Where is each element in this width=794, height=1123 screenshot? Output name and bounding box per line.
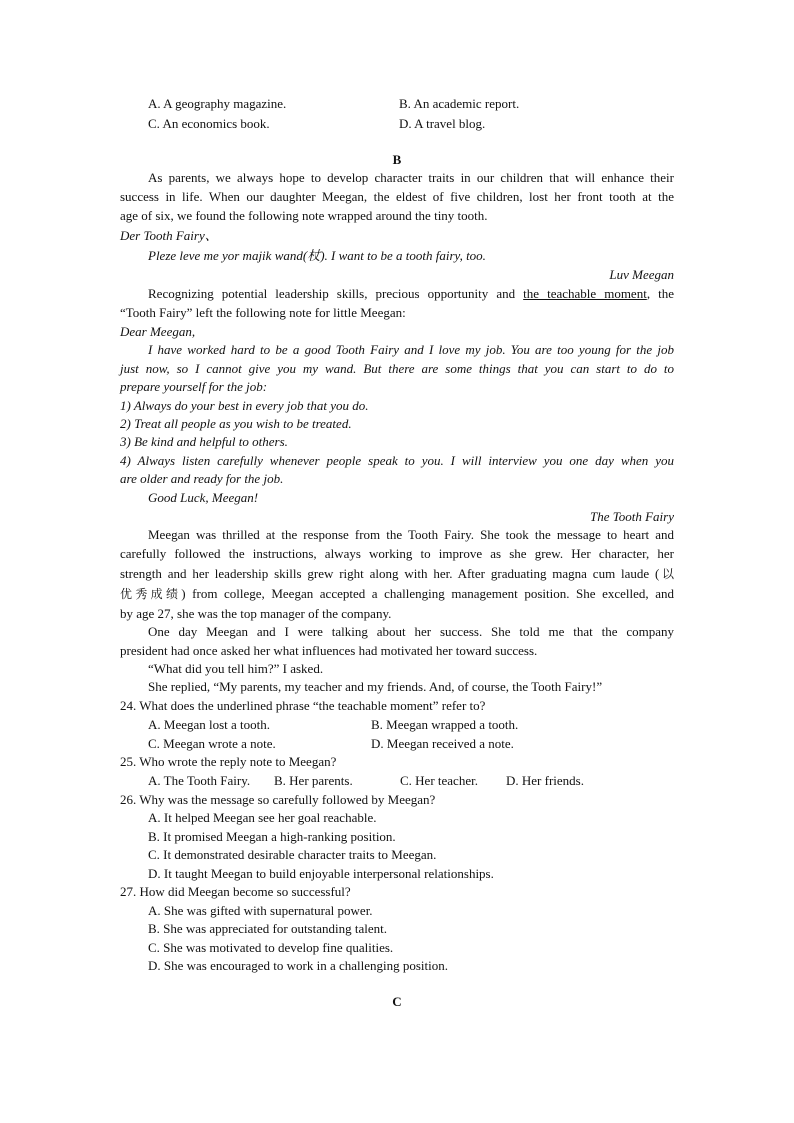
p1-line1: As parents, we always hope to develop character traits in our children that will enhance their bbox=[148, 170, 674, 185]
q27-option-d[interactable]: D. She was encouraged to work in a challenging position. bbox=[148, 958, 449, 973]
p3-line4-text: ) from college, Meegan accepted a challenging management position. She excelled, and bbox=[181, 586, 674, 601]
note2-line1: I have worked hard to be a good Tooth Fairy and I love my job. You are too young for the job bbox=[148, 342, 674, 357]
p3-line3-text: strength and her leadership skills grew right along with her. After graduating magna cum laude ( bbox=[120, 566, 660, 581]
q25-option-a[interactable]: A. The Tooth Fairy. bbox=[148, 773, 251, 788]
note2-signature: The Tooth Fairy bbox=[589, 509, 674, 524]
note2-line2: just now, so I cannot give you my wand. But there are some things that you can start to do to bbox=[120, 361, 674, 376]
p3-line1: Meegan was thrilled at the response from the Tooth Fairy. She took the message to heart and bbox=[148, 527, 674, 542]
p3-line2: carefully followed the instructions, always working to improve as she grew. Her character, her bbox=[120, 546, 674, 561]
q26-option-d[interactable]: D. It taught Meegan to build enjoyable interpersonal relationships. bbox=[148, 866, 494, 881]
note2-item1: 1) Always do your best in every job that you do. bbox=[120, 398, 369, 413]
q26-stem: 26. Why was the message so carefully followed by Meegan? bbox=[120, 792, 436, 807]
p3-line5: by age 27, she was the top manager of the company. bbox=[120, 606, 392, 621]
q27-option-c[interactable]: C. She was motivated to develop fine qualities. bbox=[148, 940, 394, 955]
p4-line2: president had once asked her what influences had motivated her toward success. bbox=[120, 643, 538, 658]
q24-option-d[interactable]: D. Meegan received a note. bbox=[371, 736, 514, 751]
section-c-heading: C bbox=[392, 994, 402, 1009]
p1-line2: success in life. When our daughter Meegan, the eldest of five children, lost her front tooth at the bbox=[120, 189, 674, 204]
p2-line1-post: , the bbox=[646, 286, 675, 301]
p1-line3: age of six, we found the following note wrapped around the tiny tooth. bbox=[120, 208, 488, 223]
q25-stem: 25. Who wrote the reply note to Meegan? bbox=[120, 754, 337, 769]
prev-option-d: D. A travel blog. bbox=[399, 116, 486, 131]
p5: “What did you tell him?” I asked. bbox=[148, 661, 324, 676]
note2-item2: 2) Treat all people as you wish to be treated. bbox=[120, 416, 352, 431]
p2-line1 bbox=[148, 286, 674, 302]
p3-line4-cn: 优秀成绩 bbox=[120, 587, 182, 601]
p3-line3-cn: 以 bbox=[659, 567, 674, 581]
q27-option-a[interactable]: A. She was gifted with supernatural power. bbox=[148, 903, 373, 918]
note1-signature: Luv Meegan bbox=[609, 267, 674, 282]
teachable-moment-underlined: the teachable moment bbox=[523, 286, 647, 301]
note2-line3: prepare yourself for the job: bbox=[120, 379, 268, 394]
q27-stem: 27. How did Meegan become so successful? bbox=[120, 884, 351, 899]
prev-option-c: C. An economics book. bbox=[148, 116, 270, 131]
q24-stem: 24. What does the underlined phrase “the teachable moment” refer to? bbox=[120, 698, 486, 713]
p2-line2: “Tooth Fairy” left the following note for little Meegan: bbox=[120, 305, 406, 320]
q26-option-a[interactable]: A. It helped Meegan see her goal reachable. bbox=[148, 810, 377, 825]
note2-greeting: Dear Meegan, bbox=[120, 324, 196, 339]
q24-option-c[interactable]: C. Meegan wrote a note. bbox=[148, 736, 276, 751]
p4-line1: One day Meegan and I were talking about her success. She told me that the company bbox=[148, 624, 674, 639]
note2-item3: 3) Be kind and helpful to others. bbox=[120, 434, 288, 449]
q25-option-d[interactable]: D. Her friends. bbox=[506, 773, 584, 788]
note2-item4-line2: are older and ready for the job. bbox=[120, 471, 284, 486]
q26-option-c[interactable]: C. It demonstrated desirable character traits to Meegan. bbox=[148, 847, 437, 862]
q24-option-b[interactable]: B. Meegan wrapped a tooth. bbox=[371, 717, 519, 732]
q25-option-c[interactable]: C. Her teacher. bbox=[400, 773, 478, 788]
q26-option-b[interactable]: B. It promised Meegan a high-ranking position. bbox=[148, 829, 396, 844]
note1-greeting: Der Tooth Fairy、 bbox=[120, 228, 218, 243]
prev-option-a: A. A geography magazine. bbox=[148, 96, 287, 111]
section-b-heading: B bbox=[392, 152, 402, 167]
note1-body: Pleze leve me yor majik wand(杖). I want to be a tooth fairy, too. bbox=[148, 248, 486, 263]
p3-line4 bbox=[120, 586, 674, 602]
p3-line3 bbox=[120, 566, 674, 582]
q25-option-b[interactable]: B. Her parents. bbox=[274, 773, 353, 788]
p2-line1-pre: Recognizing potential leadership skills, precious opportunity and bbox=[148, 286, 524, 301]
prev-option-b: B. An academic report. bbox=[399, 96, 520, 111]
note2-item4-line1: 4) Always listen carefully whenever people speak to you. I will interview you one day when you bbox=[120, 453, 674, 468]
note2-good-luck: Good Luck, Meegan! bbox=[148, 490, 259, 505]
p6: She replied, “My parents, my teacher and my friends. And, of course, the Tooth Fairy!” bbox=[148, 679, 603, 694]
q24-option-a[interactable]: A. Meegan lost a tooth. bbox=[148, 717, 271, 732]
q27-option-b[interactable]: B. She was appreciated for outstanding talent. bbox=[148, 921, 387, 936]
